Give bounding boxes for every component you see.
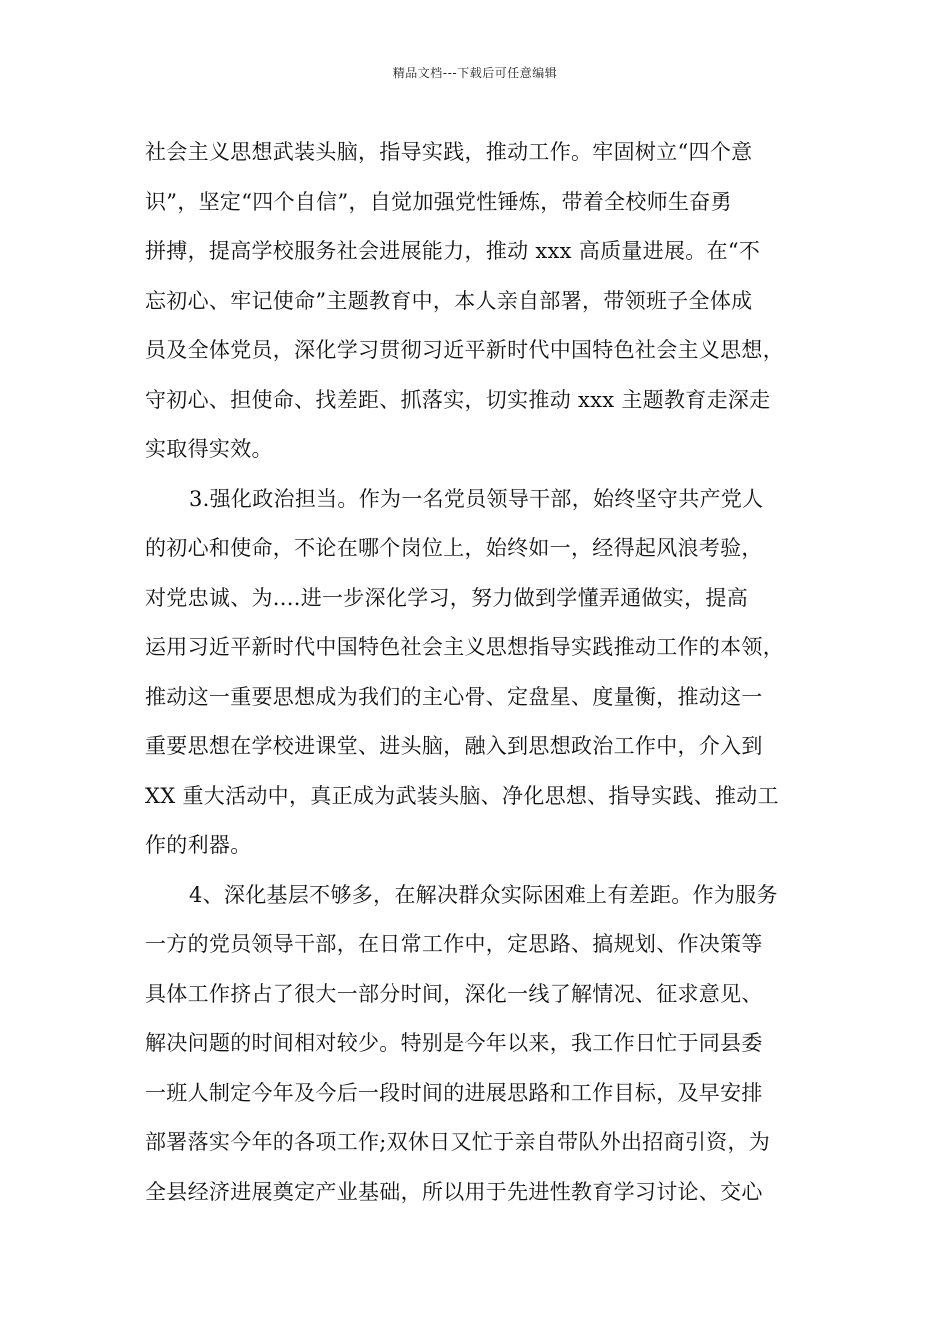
text-line: 解决问题的时间相对较少。特别是今年以来，我工作日忙于同县委 [145, 1031, 763, 1055]
text-line: 全县经济进展奠定产业基础，所以用于先进性教育学习讨论、交心 [145, 1179, 763, 1204]
text-line: 识”，坚定“四个自信”，自觉加强党性锤炼，带着全校师生奋勇 [145, 189, 732, 214]
text-line: 推动这一重要思想成为我们的主心骨、定盘星、度量衡，推动这一 [145, 684, 763, 709]
document-body [145, 132, 815, 1221]
text-line: 一方的党员领导干部，在日常工作中，定思路、搞规划、作决策等 [145, 932, 763, 956]
text-line: 实取得实效。 [145, 437, 273, 461]
page-header: 精品文档---下载后可任意编辑 [392, 66, 558, 80]
text-line: 对党忠诚、为....进一步深化学习，努力做到学懂弄通做实，提高 [145, 585, 748, 610]
text-line: 运用习近平新时代中国特色社会主义思想指导实践推动工作的本领， [145, 635, 784, 659]
text-line: 社会主义思想武装头脑，指导实践，推动工作。牢固树立“四个意 [145, 140, 753, 164]
text-line: 员及全体党员，深化学习贯彻习近平新时代中国特色社会主义思想， [145, 338, 784, 362]
text-line: 的初心和使命，不论在哪个岗位上，始终如一，经得起风浪考验， [145, 536, 763, 560]
text-line: 具体工作挤占了很大一部分时间，深化一线了解情况、征求意见、 [145, 981, 763, 1006]
text-line: 3.强化政治担当。作为一名党员领导干部，始终坚守共产党人 [189, 486, 764, 511]
text-line: 部署落实今年的各项工作;双休日又忙于亲自带队外出招商引资，为 [145, 1130, 771, 1154]
text-line: 4、深化基层不够多，在解决群众实际困难上有差距。作为服务 [189, 882, 778, 907]
text-line: 重要思想在学校进课堂、进头脑，融入到思想政治工作中，介入到 [145, 734, 763, 758]
text-line: 守初心、担使命、找差距、抓落实，切实推动 xxx 主题教育走深走 [145, 387, 771, 412]
text-line: XX 重大活动中，真正成为武装头脑、净化思想、指导实践、推动工 [145, 783, 779, 808]
text-line: 作的利器。 [145, 833, 252, 857]
text-line: 拼搏，提高学校服务社会进展能力，推动 xxx 高质量进展。在“不 [145, 239, 761, 263]
text-line: 忘初心、牢记使命”主题教育中，本人亲自部署，带领班子全体成 [145, 288, 753, 313]
text-line: 一班人制定今年及今后一段时间的进展思路和工作目标，及早安排 [145, 1080, 763, 1105]
